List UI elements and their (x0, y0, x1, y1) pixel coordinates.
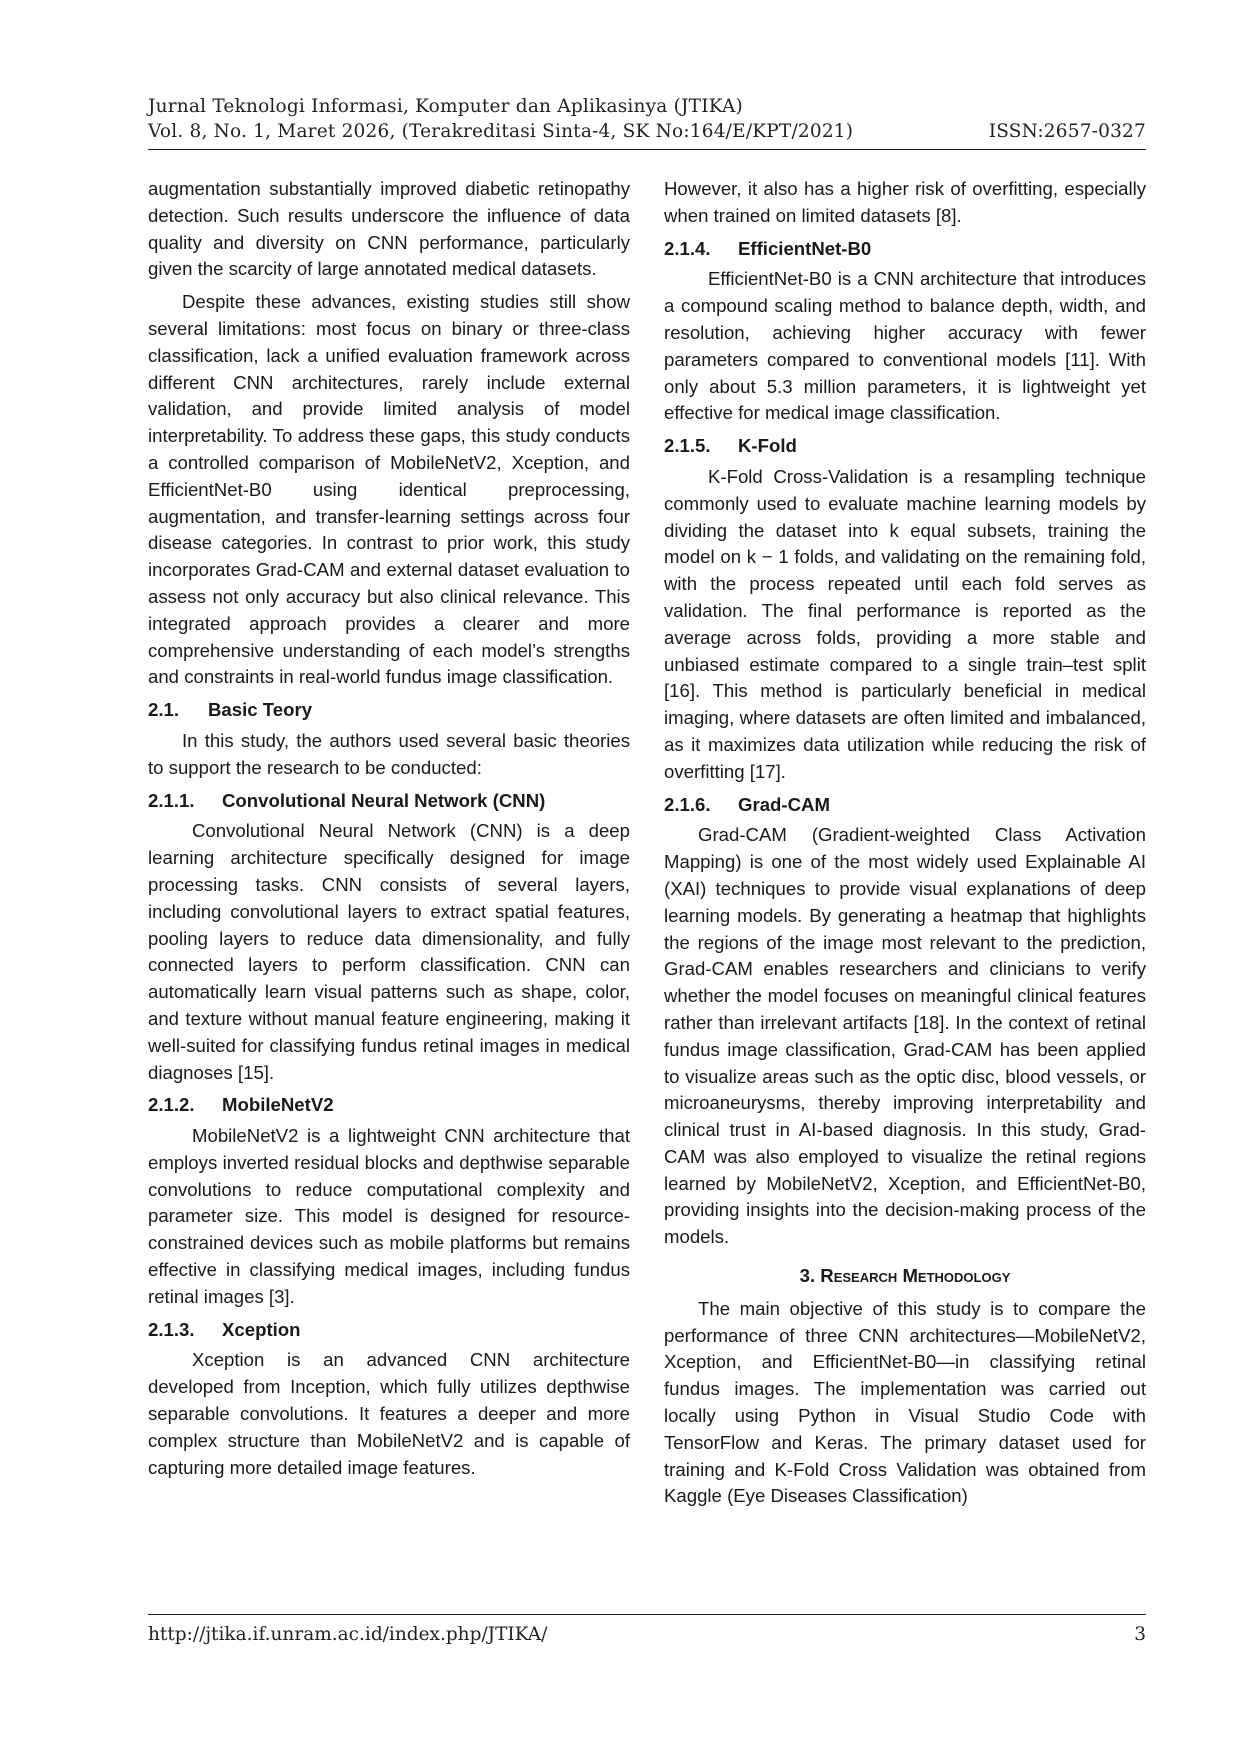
paragraph: Convolutional Neural Network (CNN) is a deep learning architecture specifically designed for image processing tasks. CNN consists of several layers, including convolutional layers to extract spatial features, pooling layers to reduce data dimensionality, and fully connected layers to perform classification. CNN can automatically learn visual patterns such as shape, color, and texture without manual feature engineering, making it well-suited for classifying fundus retinal images in medical diagnoses [15]. (148, 820, 630, 1083)
section-number: 2.1.6. (664, 793, 711, 815)
paragraph: K-Fold Cross-Validation is a resampling technique commonly used to evaluate machine learning models by dividing the dataset into k equal subsets, training the model on k − 1 folds, and validating on the remaining fold, with the process repeated until each fold serves as validation. The final performance is reported as the average across folds, providing a more stable and unbiased estimate compared to a single train–test split [16]. This method is particularly beneficial in medical imaging, where datasets are often limited and imbalanced, as it maximizes data utilization while reducing the risk of overfitting [17]. (664, 465, 1146, 782)
header-rule (148, 149, 1146, 150)
section-number: 2.1.4. (664, 237, 711, 259)
paragraph: Despite these advances, existing studies still show several limitations: most focus on binary or three-class classification, lack a unified evaluation framework across different CNN architectures, rarely include external validation, and provide limited analysis of model interpretability. To address these gaps, this study conducts a controlled comparison of MobileNetV2, Xception, and EfficientNet-B0 using identical preprocessing, augmentation, and transfer-learning settings across four disease categories. In contrast to prior work, this study incorporates Grad-CAM and external dataset evaluation to assess not only accuracy but also clinical relevance. This integrated approach provides a clearer and more comprehensive understanding of each model’s strengths and constraints in real-world fundus image classification. (148, 291, 630, 688)
section-number: 2.1.5. (664, 435, 711, 457)
section-title: Xception (222, 1318, 301, 1340)
paragraph: MobileNetV2 is a lightweight CNN architecture that employs inverted residual blocks and depthwise separable convolutions to reduce computational complexity and parameter size. This model is designed for resource-constrained devices such as mobile platforms but remains effective in classifying medical images, including fundus retinal images [3]. (148, 1125, 630, 1307)
page-number: 3 (1134, 1624, 1146, 1645)
journal-volume-row (148, 119, 1146, 144)
paragraph: Grad-CAM (Gradient-weighted Class Activation Mapping) is one of the most widely used Explainable AI (XAI) techniques to provide visual explanations of deep learning models. By generating a heatmap that highlights the regions of the image most relevant to the prediction, Grad-CAM enables researchers and clinicians to verify whether the model focuses on meaningful clinical features rather than irrelevant artifacts [18]. In the context of retinal fundus image classification, Grad-CAM has been applied to visualize areas such as the optic disc, blood vessels, or microaneurysms, thereby improving interpretability and clinical trust in AI-based diagnosis. In this study, Grad-CAM was also employed to visualize the retinal regions learned by MobileNetV2, Xception, and EfficientNet-B0, providing insights into the decision-making process of the models. (664, 824, 1146, 1248)
paragraph: EfficientNet-B0 is a CNN architecture that introduces a compound scaling method to balance depth, width, and resolution, achieving higher accuracy with fewer parameters compared to conventional models [11]. With only about 5.3 million parameters, it is lightweight yet effective for medical image classification. (664, 268, 1146, 424)
section-title: Convolutional Neural Network (CNN) (222, 789, 546, 811)
section-title: EfficientNet-B0 (738, 237, 872, 259)
subsection-heading (664, 236, 1146, 263)
section-heading (148, 697, 630, 724)
section-title: MobileNetV2 (222, 1094, 334, 1116)
journal-volume: Vol. 8, No. 1, Maret 2026, (Terakreditasi Sinta-4, SK No:164/E/KPT/2021) (148, 121, 854, 142)
subsection-heading (148, 788, 630, 815)
journal-url[interactable]: http://jtika.if.unram.ac.id/index.php/JTIKA/ (148, 1624, 548, 1645)
paragraph: In this study, the authors used several basic theories to support the research to be conducted: (148, 729, 630, 778)
paragraph: However, it also has a higher risk of overfitting, especially when trained on limited datasets [8]. (664, 178, 1146, 226)
right-column (664, 176, 1146, 1516)
paragraph: Xception is an advanced CNN architecture developed from Inception, which fully utilizes depthwise separable convolutions. It features a deeper and more complex structure than MobileNetV2 and is capable of capturing more detailed image features. (148, 1349, 630, 1478)
journal-title: Jurnal Teknologi Informasi, Komputer dan Aplikasinya (JTIKA) (148, 96, 743, 117)
subsection-heading (148, 1092, 630, 1119)
left-column (148, 176, 630, 1487)
subsection-heading (148, 1317, 630, 1344)
paragraph: augmentation substantially improved diabetic retinopathy detection. Such results underscore the influence of data quality and diversity on CNN performance, particularly given the scarcity of large annotated medical datasets. (148, 178, 630, 280)
section-number: 2.1.2. (148, 1094, 195, 1116)
subsection-heading (664, 433, 1146, 460)
running-header (148, 94, 1146, 144)
section-heading-main: 3. Research Methodology (799, 1265, 1011, 1287)
section-number: 2.1.3. (148, 1318, 195, 1340)
section-title: Basic Teory (208, 699, 313, 721)
section-number: 2.1.1. (148, 789, 195, 811)
journal-issn: ISSN:2657-0327 (988, 121, 1146, 142)
paragraph: The main objective of this study is to compare the performance of three CNN architectures—MobileNetV2, Xception, and EfficientNet-B0—in classifying retinal fundus images. The implementation was carried out locally using Python in Visual Studio Code with TensorFlow and Keras. The primary dataset used for training and K-Fold Cross Validation was obtained from Kaggle (Eye Diseases Classification) (664, 1297, 1146, 1507)
subsection-heading (664, 792, 1146, 819)
section-title: K-Fold (738, 435, 797, 457)
footer-rule (148, 1614, 1146, 1615)
section-number: 2.1. (148, 699, 180, 721)
section-title: Grad-CAM (738, 793, 830, 815)
page-footer (148, 1624, 1146, 1645)
